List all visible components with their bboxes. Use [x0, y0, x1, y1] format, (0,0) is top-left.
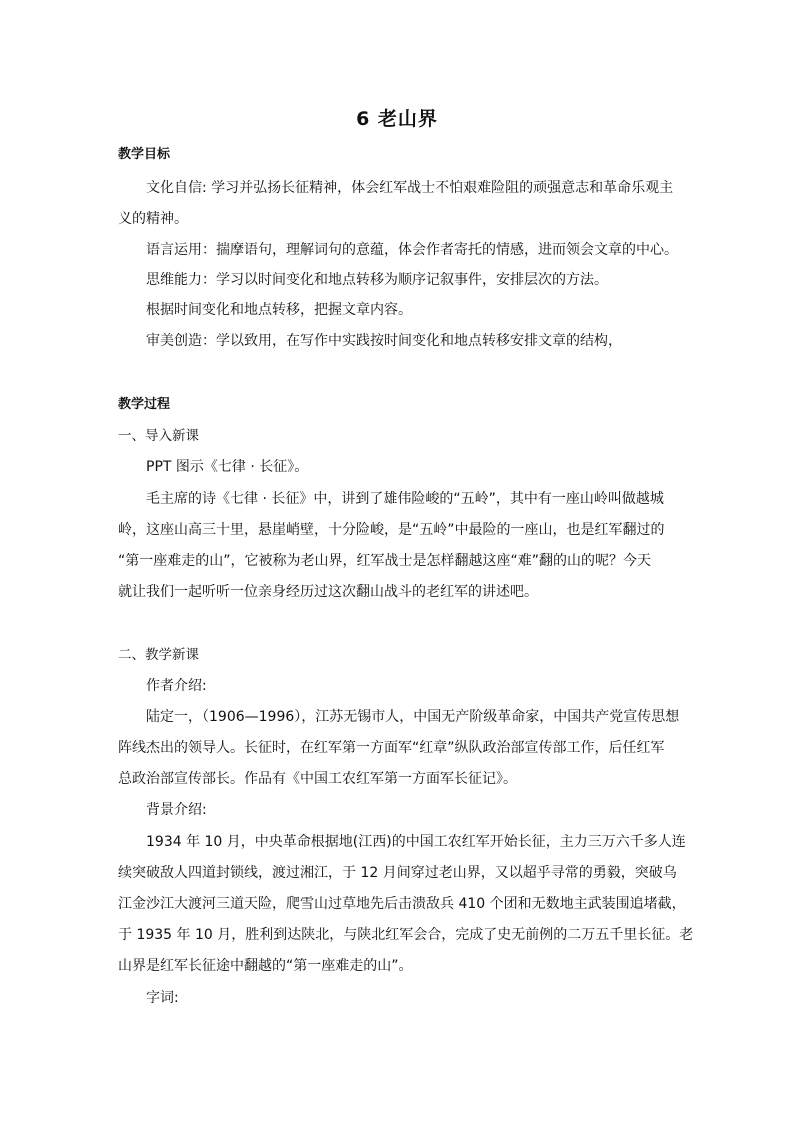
process-heading: 教学过程	[118, 397, 171, 412]
background-line-5: 山界是红军长征途中翻越的“第一座难走的山”。	[118, 958, 413, 974]
intro-para-line-2: 岭，这座山高三十里，悬崖峭壁，十分险峻，是“五岭”中最险的一座山，也是红军翻过的	[118, 522, 665, 538]
intro-para-line-1: 毛主席的诗《七律 · 长征》中，讲到了雄伟险峻的“五岭”，其中有一座山岭叫做越城	[146, 491, 664, 507]
goal-thinking: 思维能力：学习以时间变化和地点转移为顺序记叙事件，安排层次的方法。	[146, 272, 608, 288]
words-label: 字词:	[146, 990, 179, 1006]
goal-language: 语言运用：揣摩语句，理解词句的意蕴，体会作者寄托的情感，进而领会文章的中心。	[146, 242, 678, 258]
author-label: 作者介绍:	[146, 678, 207, 694]
page-title: 6 老山界	[356, 108, 438, 130]
author-line-1: 陆定一，（1906—1996），江苏无锡市人，中国无产阶级革命家，中国共产党宣传思想	[146, 709, 680, 725]
background-line-3: 江金沙江大渡河三道天险，爬雪山过草地先后击溃敌兵 410 个团和无数地主武装围追堵截，	[118, 896, 686, 912]
intro-para-line-3: “第一座难走的山”，它被称为老山界，红军战士是怎样翻越这座“难”翻的山的呢？今天	[118, 553, 652, 569]
author-line-3: 总政治部宣传部长。作品有《中国工农红军第一方面军长征记》。	[118, 771, 517, 787]
intro-ppt: PPT 图示《七律 · 长征》。	[146, 459, 309, 475]
goal-aesthetic: 审美创造：学以致用，在写作中实践按时间变化和地点转移安排文章的结构，	[146, 333, 622, 349]
author-line-2: 阵线杰出的领导人。长征时，在红军第一方面军“红章”纵队政治部宣传部工作，后任红军	[118, 740, 665, 756]
section-intro-heading: 一、导入新课	[118, 428, 199, 444]
goal-culture-line-1: 文化自信: 学习并弘扬长征精神，体会红军战士不怕艰难险阻的顽强意志和革命乐观主	[146, 180, 674, 196]
goal-culture-line-2: 义的精神。	[118, 211, 188, 227]
goal-content: 根据时间变化和地点转移，把握文章内容。	[146, 302, 412, 318]
background-label: 背景介绍:	[146, 802, 207, 818]
background-line-4: 于 1935 年 10 月，胜利到达陕北，与陕北红军会合，完成了史无前例的二万五千里长征。老	[118, 927, 694, 943]
background-line-1: 1934 年 10 月，中央革命根据地(江西)的中国工农红军开始长征，主力三万六千多人连	[146, 834, 686, 850]
goals-heading: 教学目标	[118, 147, 171, 162]
background-line-2: 续突破敌人四道封锁线，渡过湘江，于 12 月间穿过老山界，又以超乎寻常的勇毅，突破乌	[118, 865, 677, 881]
section-new-lesson-heading: 二、教学新课	[118, 647, 199, 663]
intro-para-line-4: 就让我们一起听听一位亲身经历过这次翻山战斗的老红军的讲述吧。	[118, 584, 538, 600]
